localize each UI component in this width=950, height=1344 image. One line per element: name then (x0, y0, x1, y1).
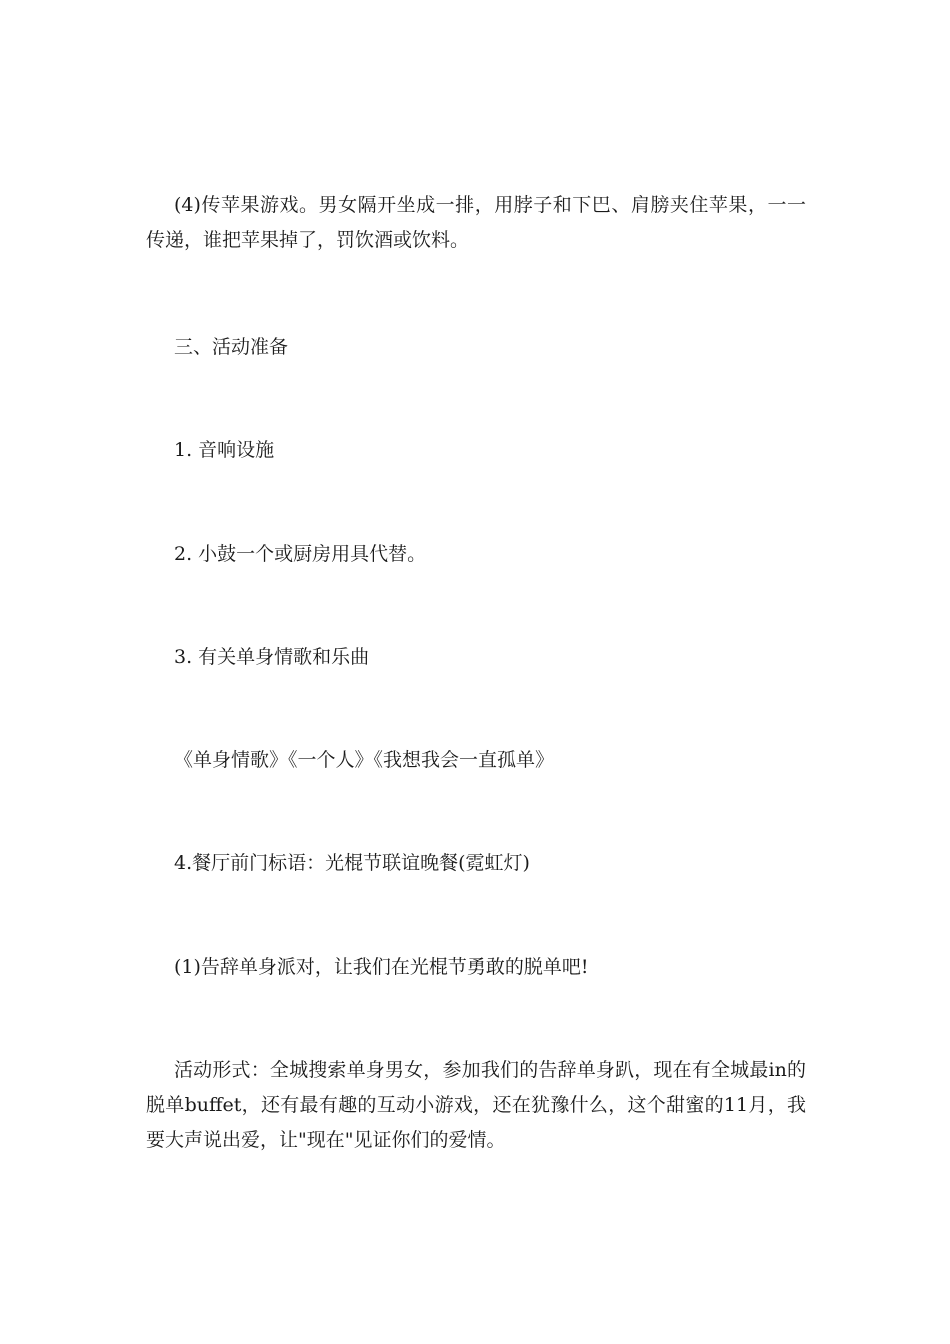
list-item-songs: 3. 有关单身情歌和乐曲 (174, 646, 370, 668)
list-item-drum: 2. 小鼓一个或厨房用具代替。 (174, 543, 427, 565)
list-item-audio: 1. 音响设施 (174, 439, 275, 461)
paragraph-activity-format: 活动形式：全城搜索单身男女，参加我们的告辞单身趴，现在有全城最in的脱单buffet，还有最有趣的互动小游戏，还在犹豫什么，这个甜蜜的11月，我要大声说出爱，让"现在"见证你们的爱情。 (146, 1059, 806, 1151)
banner-slogan: (1)告辞单身派对，让我们在光棍节勇敢的脱单吧! (174, 956, 589, 978)
section-heading-preparation: 三、活动准备 (174, 336, 289, 358)
list-item-banner: 4.餐厅前门标语：光棍节联谊晚餐(霓虹灯) (174, 852, 530, 874)
song-titles: 《单身情歌》《一个人》《我想我会一直孤单》 (174, 749, 555, 771)
paragraph-apple-game: (4)传苹果游戏。男女隔开坐成一排，用脖子和下巴、肩膀夹住苹果，一一传递，谁把苹果掉了，罚饮酒或饮料。 (146, 194, 806, 251)
